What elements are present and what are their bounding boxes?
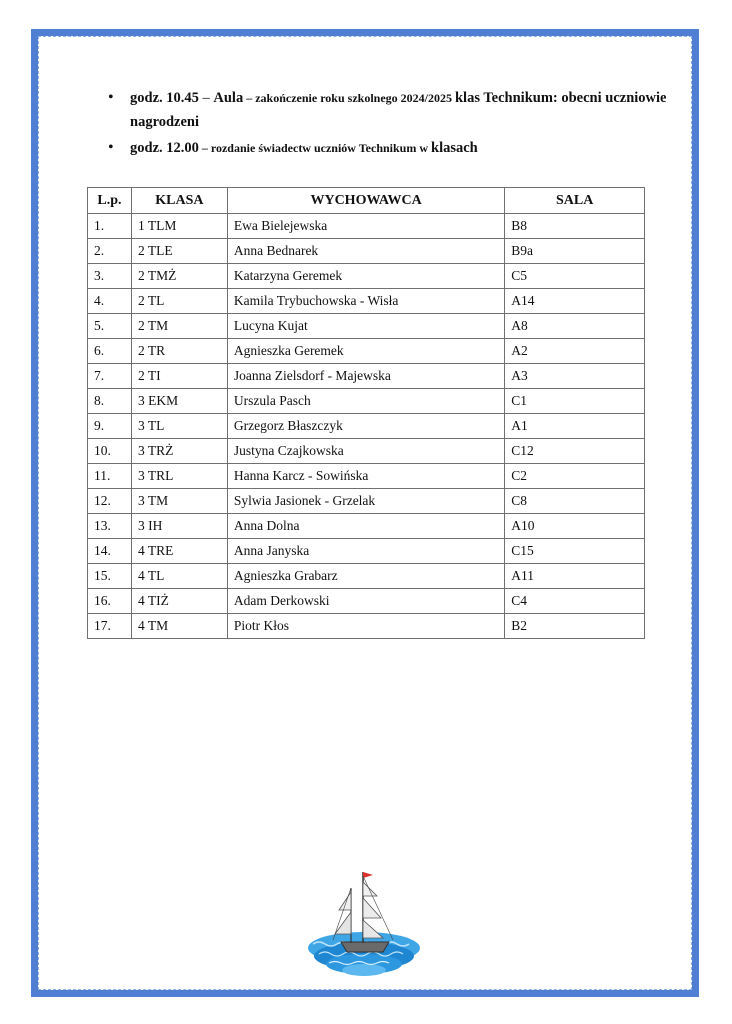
cell-sala: C4 — [505, 589, 645, 614]
table-header-row — [88, 188, 645, 214]
cell-klasa: 4 TRE — [131, 539, 227, 564]
cell-wychowawca: Piotr Kłos — [227, 614, 504, 639]
cell-klasa: 3 IH — [131, 514, 227, 539]
cell-sala: A3 — [505, 364, 645, 389]
cell-sala: B2 — [505, 614, 645, 639]
cell-klasa: 2 TLE — [131, 239, 227, 264]
cell-sala: A2 — [505, 339, 645, 364]
table-row — [88, 589, 645, 614]
cell-klasa: 3 TRL — [131, 464, 227, 489]
cell-lp: 1. — [88, 214, 132, 239]
schedule-list — [108, 86, 668, 160]
cell-wychowawca: Anna Bednarek — [227, 239, 504, 264]
cell-sala: C15 — [505, 539, 645, 564]
cell-wychowawca: Joanna Zielsdorf - Majewska — [227, 364, 504, 389]
cell-lp: 6. — [88, 339, 132, 364]
cell-lp: 2. — [88, 239, 132, 264]
cell-klasa: 2 TR — [131, 339, 227, 364]
flag — [363, 872, 373, 878]
table-row — [88, 214, 645, 239]
cell-lp: 3. — [88, 264, 132, 289]
cell-sala: B8 — [505, 214, 645, 239]
time-1: godz. 10.45 — [130, 90, 199, 106]
table-row — [88, 339, 645, 364]
cell-wychowawca: Ewa Bielejewska — [227, 214, 504, 239]
table-row — [88, 614, 645, 639]
cell-lp: 11. — [88, 464, 132, 489]
cell-lp: 5. — [88, 314, 132, 339]
sep-1: – — [198, 90, 214, 106]
table-row — [88, 364, 645, 389]
cell-lp: 7. — [88, 364, 132, 389]
table-row — [88, 264, 645, 289]
cell-klasa: 2 TM — [131, 314, 227, 339]
cell-sala: C5 — [505, 264, 645, 289]
schedule-item-2 — [108, 136, 668, 160]
cell-lp: 13. — [88, 514, 132, 539]
cell-klasa: 2 TMŻ — [131, 264, 227, 289]
table-row — [88, 439, 645, 464]
cell-sala: A11 — [505, 564, 645, 589]
cell-lp: 8. — [88, 389, 132, 414]
cell-lp: 4. — [88, 289, 132, 314]
cell-sala: A1 — [505, 414, 645, 439]
cell-sala: C2 — [505, 464, 645, 489]
table-row — [88, 464, 645, 489]
cell-klasa: 2 TI — [131, 364, 227, 389]
cell-wychowawca: Anna Dolna — [227, 514, 504, 539]
desc-2b: klasach — [431, 140, 478, 156]
cell-sala: A14 — [505, 289, 645, 314]
cell-wychowawca: Hanna Karcz - Sowińska — [227, 464, 504, 489]
cell-wychowawca: Urszula Pasch — [227, 389, 504, 414]
cell-klasa: 3 TM — [131, 489, 227, 514]
table-row — [88, 539, 645, 564]
cell-sala: A8 — [505, 314, 645, 339]
cell-lp: 9. — [88, 414, 132, 439]
schedule-item-1 — [108, 86, 668, 134]
cell-klasa: 4 TM — [131, 614, 227, 639]
class-teacher-table — [87, 187, 645, 639]
cell-lp: 14. — [88, 539, 132, 564]
cell-lp: 12. — [88, 489, 132, 514]
cell-wychowawca: Lucyna Kujat — [227, 314, 504, 339]
cell-wychowawca: Kamila Trybuchowska - Wisła — [227, 289, 504, 314]
cell-sala: A10 — [505, 514, 645, 539]
header-klasa: KLASA — [131, 188, 227, 214]
cell-wychowawca: Justyna Czajkowska — [227, 439, 504, 464]
cell-wychowawca: Anna Janyska — [227, 539, 504, 564]
cell-sala: C1 — [505, 389, 645, 414]
cell-lp: 16. — [88, 589, 132, 614]
cell-klasa: 3 TL — [131, 414, 227, 439]
cell-wychowawca: Katarzyna Geremek — [227, 264, 504, 289]
sea-waves — [308, 932, 420, 976]
table-row — [88, 514, 645, 539]
cell-sala: C8 — [505, 489, 645, 514]
table-row — [88, 564, 645, 589]
cell-klasa: 1 TLM — [131, 214, 227, 239]
table-row — [88, 239, 645, 264]
cell-klasa: 3 TRŻ — [131, 439, 227, 464]
cell-sala: C12 — [505, 439, 645, 464]
cell-lp: 15. — [88, 564, 132, 589]
cell-lp: 17. — [88, 614, 132, 639]
cell-wychowawca: Sylwia Jasionek - Grzelak — [227, 489, 504, 514]
cell-wychowawca: Agnieszka Grabarz — [227, 564, 504, 589]
place-1: Aula — [213, 90, 244, 106]
header-lp: L.p. — [88, 188, 132, 214]
cell-lp: 10. — [88, 439, 132, 464]
cell-klasa: 4 TIŻ — [131, 589, 227, 614]
cell-sala: B9a — [505, 239, 645, 264]
desc-1: – zakończenie roku szkolnego 2024/2025 — [243, 91, 455, 105]
sailing-ship-illustration — [303, 866, 425, 980]
cell-wychowawca: Grzegorz Błaszczyk — [227, 414, 504, 439]
table-row — [88, 414, 645, 439]
cell-wychowawca: Adam Derkowski — [227, 589, 504, 614]
cell-klasa: 2 TL — [131, 289, 227, 314]
cell-wychowawca: Agnieszka Geremek — [227, 339, 504, 364]
table-row — [88, 489, 645, 514]
cell-klasa: 3 EKM — [131, 389, 227, 414]
header-sala: SALA — [505, 188, 645, 214]
ship-hull — [341, 942, 389, 952]
time-2: godz. 12.00 — [130, 140, 199, 156]
header-wychowawca: WYCHOWAWCA — [227, 188, 504, 214]
table-row — [88, 289, 645, 314]
desc-1b: klas Technikum: obecni uczniowie nagrodzeni — [130, 90, 667, 130]
table-row — [88, 389, 645, 414]
table-row — [88, 314, 645, 339]
cell-klasa: 4 TL — [131, 564, 227, 589]
desc-2: – rozdanie świadectw uczniów Technikum w — [198, 141, 432, 155]
